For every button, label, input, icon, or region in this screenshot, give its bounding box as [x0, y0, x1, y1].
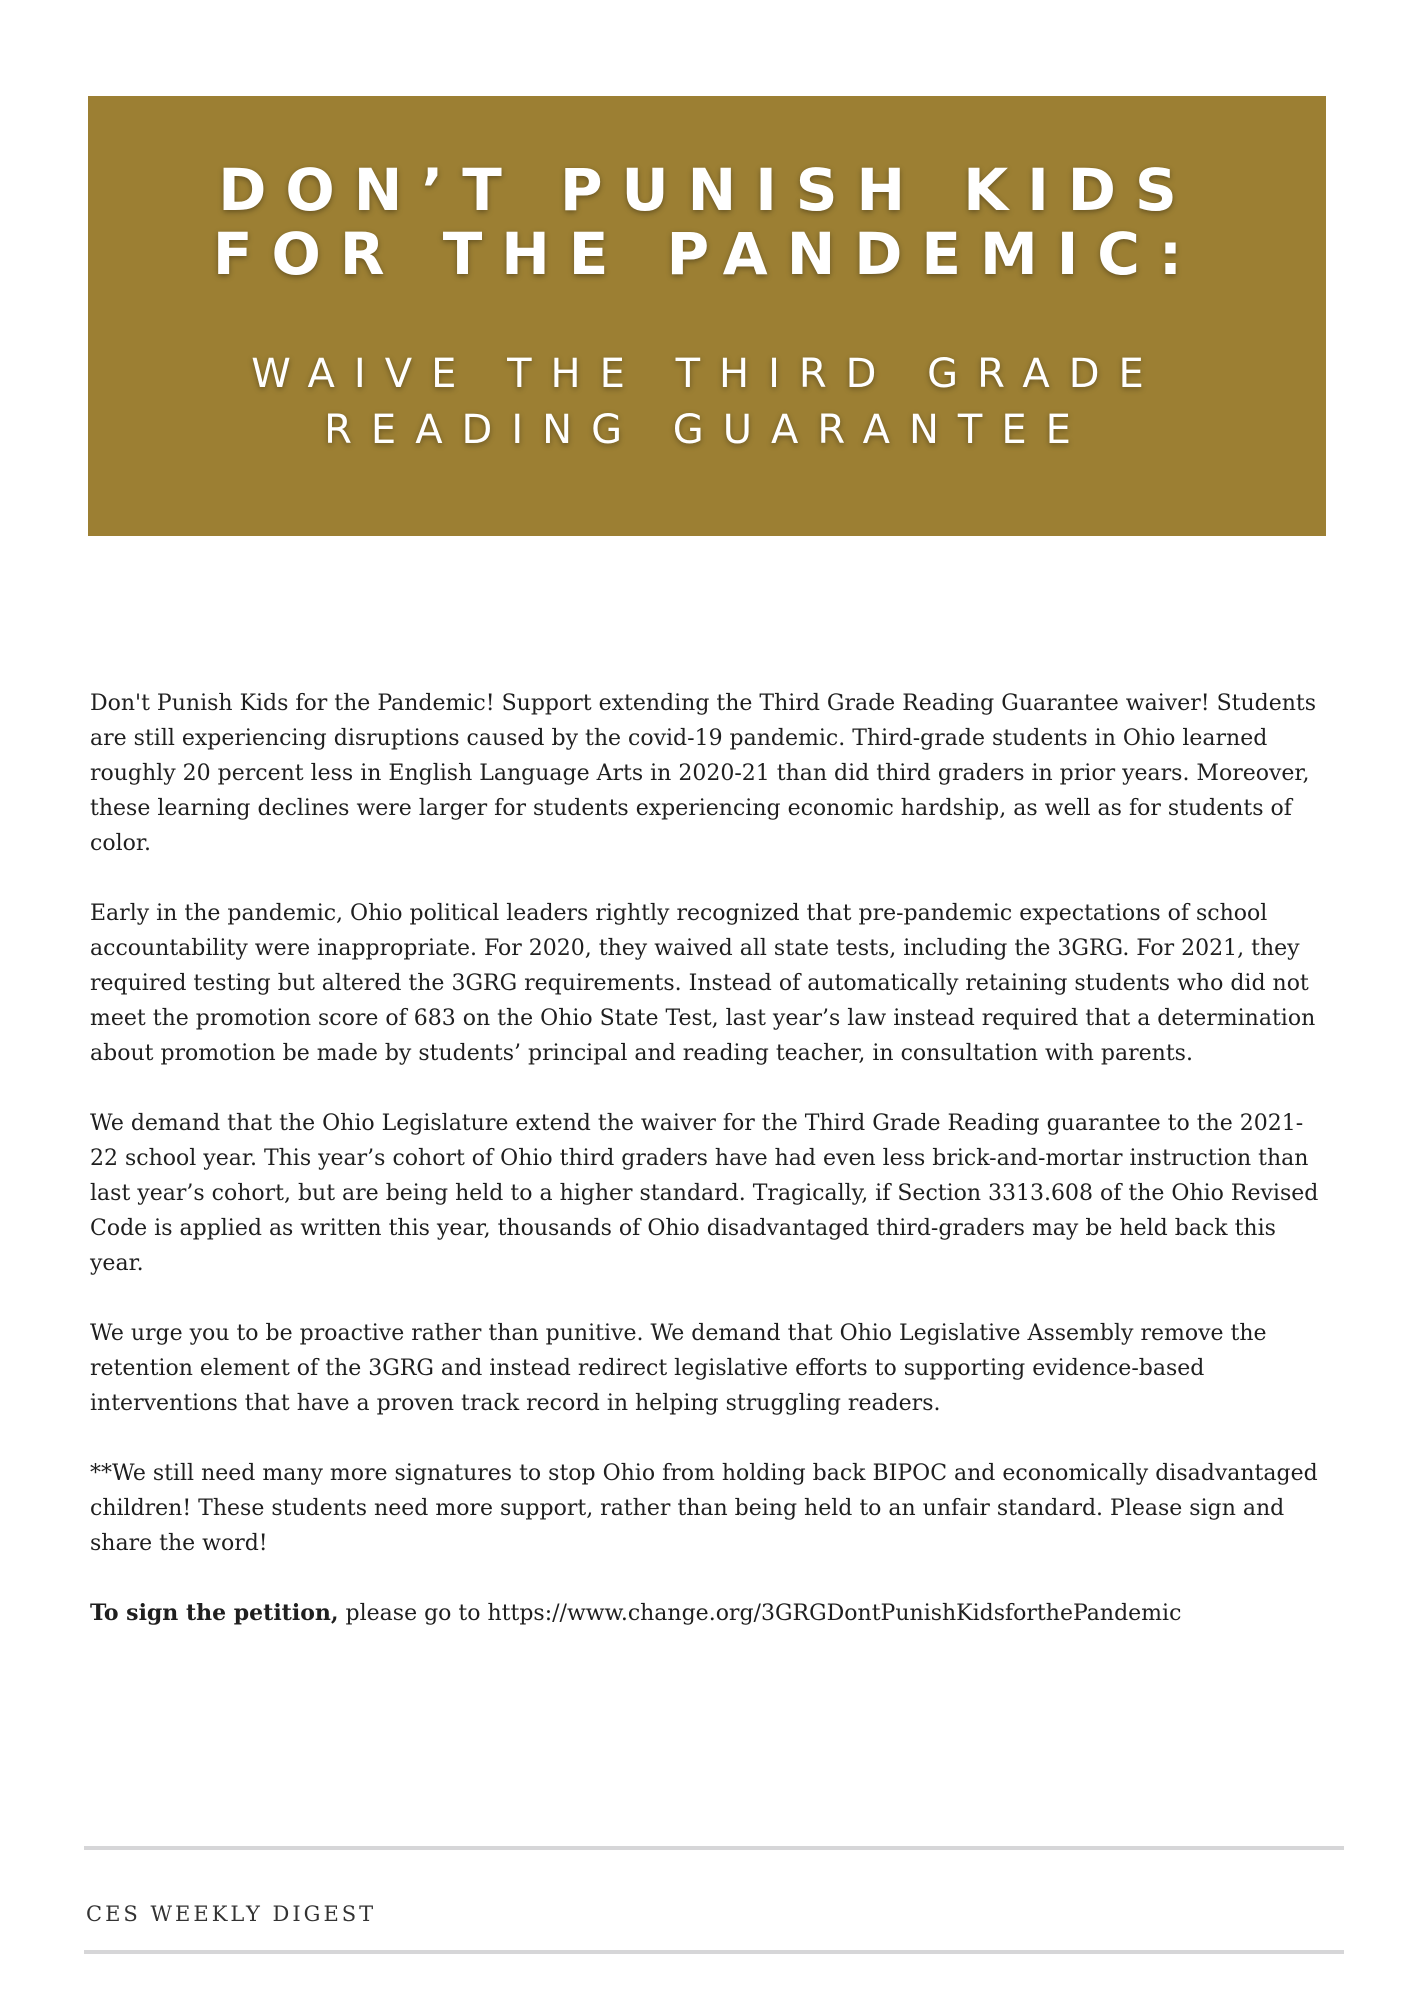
petition-line	[90, 1596, 1330, 1631]
petition-lead: To sign the petition,	[90, 1600, 339, 1626]
petition-link-text: please go to https://www.change.org/3GRGDontPunishKidsforthePandemic	[338, 1601, 1182, 1626]
footer-label: CES WEEKLY DIGEST	[86, 1902, 377, 1926]
footer-divider-top	[84, 1846, 1344, 1850]
paragraph-intro: Don't Punish Kids for the Pandemic! Support extending the Third Grade Reading Guarantee waiver! Students are still experiencing disruptions caused by the covid-19 pandemic. Third-grade students in Ohio learned roughly 20 percent less in English Language Arts in 2020-21 than did third graders in prior years. Moreover, these learning declines were larger for students experiencing economic hardship, as well as for students of color.	[90, 691, 1317, 856]
article-body	[90, 686, 1330, 1631]
footer-divider-bottom	[84, 1950, 1344, 1954]
paragraph-demand: We demand that the Ohio Legislature extend the waiver for the Third Grade Reading guarantee to the 2021-22 school year. This year’s cohort of Ohio third graders have had even less brick-and-mortar instruction than last year’s cohort, but are being held to a higher standard. Tragically, if Section 3313.608 of the Ohio Revised Code is applied as written this year, thousands of Ohio disadvantaged third-graders may be held back this year.	[90, 1111, 1319, 1276]
paragraph-signatures: **We still need many more signatures to stop Ohio from holding back BIPOC and economically disadvantaged children! These students need more support, rather than being held to an unfair standard. Please sign and share the word!	[90, 1461, 1318, 1556]
subheadline-line-1: WAIVE THE THIRD GRADE	[251, 351, 1163, 397]
subheadline	[88, 346, 1326, 458]
headline	[88, 158, 1326, 286]
headline-line-1: DON’T PUNISH KIDS	[218, 156, 1196, 224]
paragraph-urge: We urge you to be proactive rather than punitive. We demand that Ohio Legislative Assembly remove the retention element of the 3GRG and instead redirect legislative efforts to supporting evidence-based interventions that have a proven track record in helping struggling readers.	[90, 1321, 1267, 1416]
paragraph-background: Early in the pandemic, Ohio political leaders rightly recognized that pre-pandemic expectations of school accountability were inappropriate. For 2020, they waived all state tests, including the 3GRG. For 2021, they required testing but altered the 3GRG requirements. Instead of automatically retaining students who did not meet the promotion score of 683 on the Ohio State Test, last year’s law instead required that a determination about promotion be made by students’ principal and reading teacher, in consultation with parents.	[90, 901, 1316, 1066]
subheadline-line-2: READING GUARANTEE	[324, 407, 1090, 453]
title-banner	[88, 96, 1326, 536]
headline-line-2: FOR THE PANDEMIC:	[212, 220, 1202, 288]
